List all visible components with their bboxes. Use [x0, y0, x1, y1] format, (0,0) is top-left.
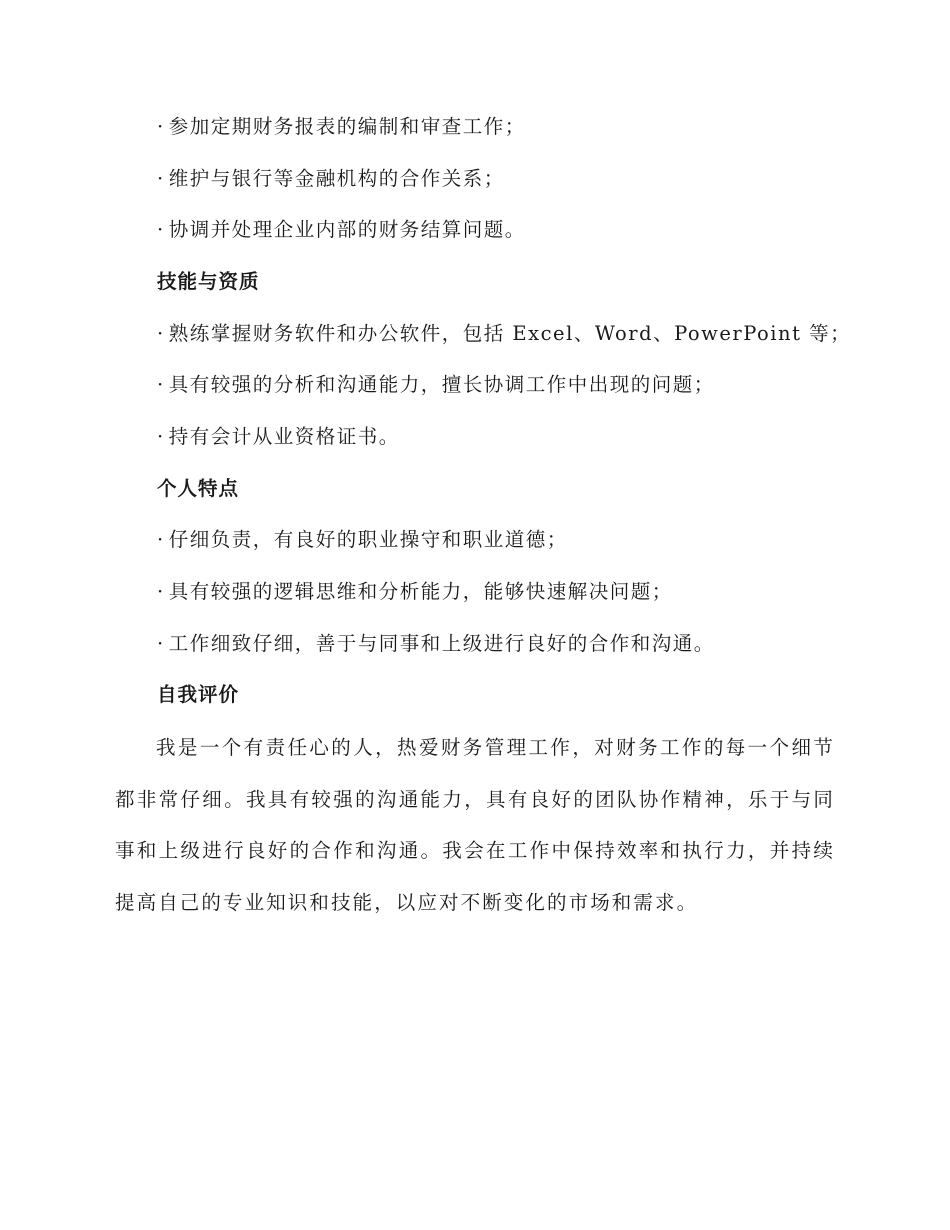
skill-item-2: · 具有较强的分析和沟通能力，擅长协调工作中出现的问题； [157, 371, 715, 399]
trait-item-1: · 仔细负责，有良好的职业操守和职业道德； [157, 526, 568, 554]
skill-item-3: · 持有会计从业资格证书。 [157, 423, 400, 451]
skill-item-1: · 熟练掌握财务软件和办公软件，包括 Excel、Word、PowerPoint 等； [157, 320, 851, 348]
self-evaluation-heading: 自我评价 [157, 683, 240, 706]
duty-item-2: · 维护与银行等金融机构的合作关系； [157, 165, 505, 193]
skills-heading: 技能与资质 [157, 270, 260, 293]
duty-item-1: · 参加定期财务报表的编制和审查工作； [157, 113, 526, 141]
traits-heading: 个人特点 [157, 477, 240, 500]
duty-item-3: · 协调并处理企业内部的财务结算问题。 [157, 216, 526, 244]
trait-item-3: · 工作细致仔细，善于与同事和上级进行良好的合作和沟通。 [157, 630, 715, 658]
trait-item-2: · 具有较强的逻辑思维和分析能力，能够快速解决问题； [157, 578, 673, 606]
self-evaluation-paragraph: 我是一个有责任心的人，热爱财务管理工作，对财务工作的每一个细节都非常仔细。我具有较强的沟通能力，具有良好的团队协作精神，乐于与同事和上级进行良好的合作和沟通。我会在工作中保持效率和执行力，并持续提高自己的专业知识和技能，以应对不断变化的市场和需求。 [115, 736, 835, 914]
